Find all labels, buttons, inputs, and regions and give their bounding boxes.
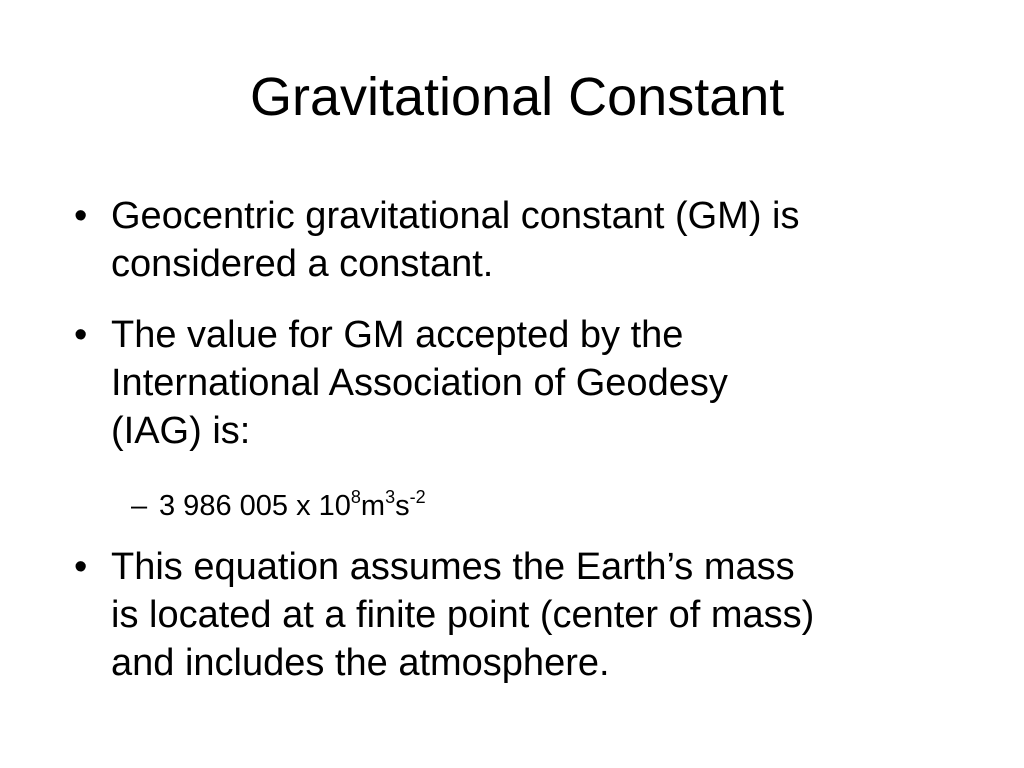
bullet-line: The value for GM accepted by the <box>111 314 684 356</box>
bullet-text <box>111 311 728 455</box>
bullet-marker: • <box>74 546 88 588</box>
bullet-line: (IAG) is: <box>111 410 251 452</box>
sub-bullet-dash: – <box>131 490 148 522</box>
bullet-marker: • <box>74 314 88 356</box>
gm-unit-m: m <box>360 490 386 522</box>
bullet-text <box>111 543 814 687</box>
bullet-line: International Association of Geodesy <box>111 362 728 404</box>
gm-base-number: 3 986 005 x 10 <box>159 490 351 522</box>
gm-exponent-8: 8 <box>350 487 361 507</box>
bullet-line: This equation assumes the Earth’s mass <box>111 546 795 588</box>
bullet-line: considered a constant. <box>111 243 494 285</box>
sub-bullet-gm-value <box>131 486 426 526</box>
bullet-line: is located at a finite point (center of mass) <box>111 594 815 636</box>
bullet-line: and includes the atmosphere. <box>111 642 610 684</box>
gm-exponent-3: 3 <box>385 487 396 507</box>
bullet-text <box>111 192 800 288</box>
gm-exponent-neg2: -2 <box>409 487 426 507</box>
bullet-line: Geocentric gravitational constant (GM) is <box>111 195 800 237</box>
gm-unit-s: s <box>395 490 410 522</box>
bullet-marker: • <box>74 195 88 237</box>
slide-title: Gravitational Constant <box>250 67 785 127</box>
